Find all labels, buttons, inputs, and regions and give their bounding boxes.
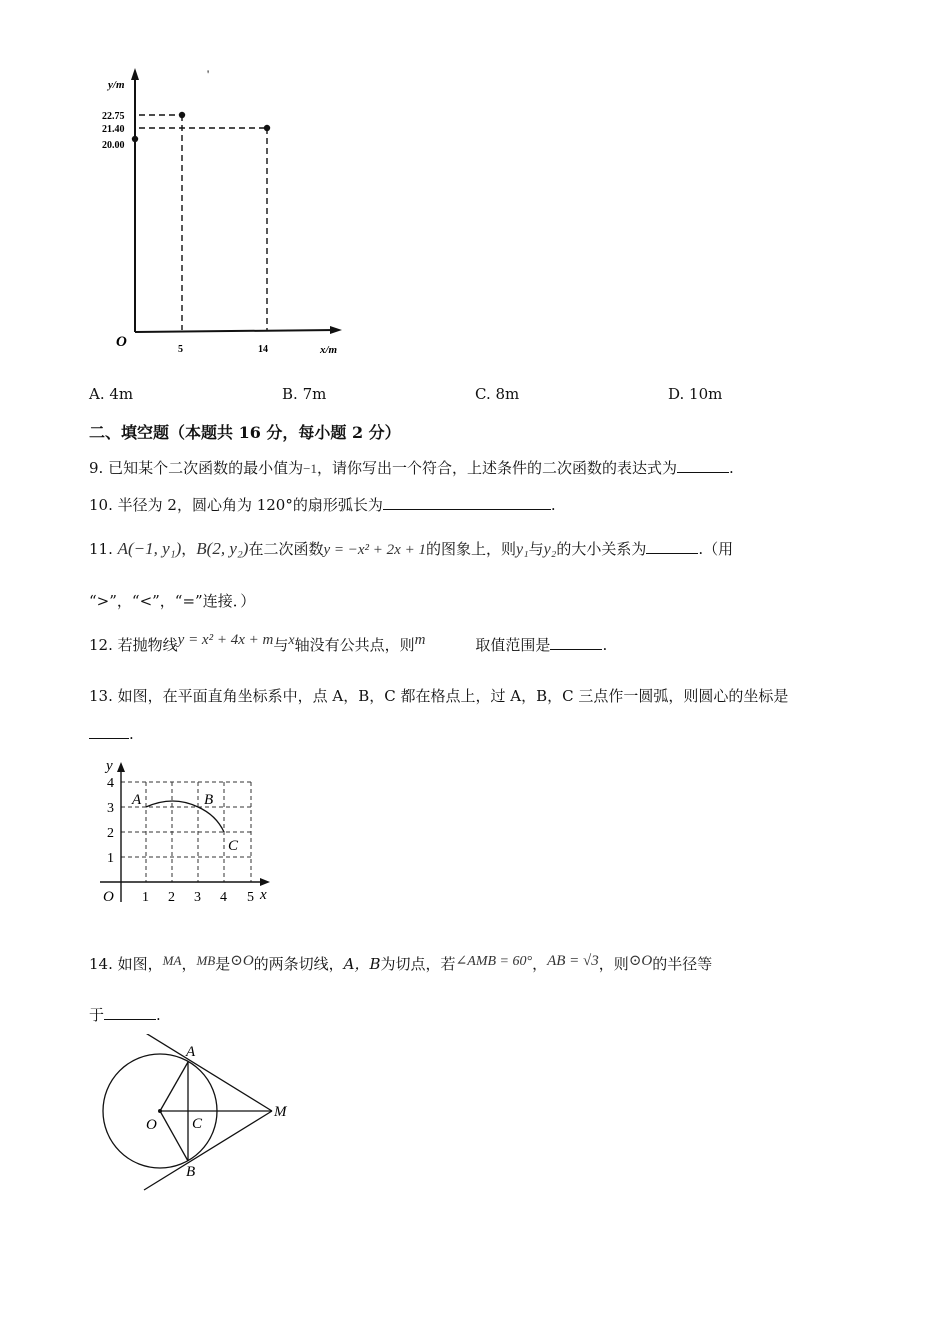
math-expression: A(−1, y₁) bbox=[117, 539, 182, 558]
x-tick-label: 3 bbox=[194, 890, 201, 905]
segment-ob bbox=[160, 1111, 188, 1161]
point-c-label: C bbox=[192, 1116, 203, 1132]
data-point bbox=[264, 125, 270, 131]
x-tick-label: 14 bbox=[258, 344, 268, 355]
x-tick-label: 1 bbox=[142, 890, 149, 905]
question-text: 已知某个二次函数的最小值为 bbox=[108, 459, 304, 477]
question-text: ， bbox=[181, 540, 197, 558]
data-point bbox=[132, 136, 138, 142]
x-tick-label: 5 bbox=[178, 344, 183, 355]
question-text: 的图象上，则 bbox=[425, 540, 516, 558]
math-expression: ∠AMB = 60° bbox=[455, 954, 533, 969]
question-10 bbox=[89, 494, 556, 515]
answer-blank[interactable] bbox=[104, 1005, 156, 1020]
y-axis-label: y bbox=[106, 758, 113, 774]
math-expression: −1 bbox=[303, 461, 317, 476]
tangent-line-mb bbox=[144, 1111, 272, 1190]
point-b-label: B bbox=[186, 1164, 196, 1180]
x-tick-label: 2 bbox=[168, 890, 175, 905]
question-text: 如图，在平面直角坐标系中，点 A，B，C 都在格点上，过 A，B，C 三点作一圆弧，则圆心的坐标是 bbox=[117, 687, 789, 705]
question-13-continued bbox=[89, 724, 134, 743]
option-text: 10m bbox=[689, 385, 723, 403]
question-text: 的大小关系为 bbox=[556, 540, 647, 558]
question-text: 是 bbox=[215, 955, 231, 973]
answer-blank[interactable] bbox=[383, 495, 551, 510]
y-axis-arrow bbox=[131, 68, 139, 80]
origin-label: O bbox=[103, 889, 114, 905]
math-expression: AB = √3 bbox=[547, 953, 599, 969]
center-point bbox=[158, 1109, 162, 1113]
y-tick-label: 1 bbox=[107, 851, 114, 866]
math-expression: ⊙O bbox=[230, 953, 254, 969]
question-text: 于 bbox=[89, 1006, 105, 1024]
question-text: 在二次函数 bbox=[248, 540, 324, 558]
question-text: 半径为 2，圆心角为 120°的扇形弧长为 bbox=[117, 496, 383, 514]
question-14-continued bbox=[89, 1004, 161, 1025]
question-text: 轴没有公共点，则 bbox=[294, 636, 415, 654]
x-axis-arrow bbox=[330, 326, 342, 334]
point-o-label: O bbox=[146, 1117, 157, 1133]
option-a[interactable] bbox=[89, 385, 133, 403]
option-letter: D. bbox=[668, 385, 685, 403]
question-11 bbox=[89, 538, 733, 559]
y-tick-label: 2 bbox=[107, 826, 114, 841]
math-expression: ⊙O bbox=[628, 953, 653, 969]
option-letter: C. bbox=[475, 385, 491, 403]
answer-blank[interactable] bbox=[550, 635, 602, 650]
answer-blank[interactable] bbox=[646, 539, 698, 554]
question-text: 与 bbox=[528, 540, 544, 558]
question-text: 的半径等 bbox=[652, 955, 713, 973]
stray-tick-mark: ' bbox=[207, 67, 210, 81]
option-c[interactable] bbox=[475, 385, 519, 403]
option-text: 4m bbox=[109, 385, 134, 403]
x-axis-label: x bbox=[260, 887, 267, 903]
question-text: A，B bbox=[343, 955, 381, 973]
x-axis-arrow bbox=[260, 878, 270, 886]
y-tick-label: 20.00 bbox=[102, 140, 125, 151]
x-tick-label: 5 bbox=[247, 890, 254, 905]
question-number: 13. bbox=[89, 687, 113, 705]
math-expression: MA bbox=[162, 953, 182, 968]
x-axis-label: x/m bbox=[320, 344, 338, 356]
question-number: 14. bbox=[89, 955, 113, 973]
y-axis-label: y/m bbox=[108, 79, 125, 91]
tangent-circle-figure bbox=[96, 1034, 306, 1194]
question-12 bbox=[89, 634, 607, 655]
math-expression: y₁ bbox=[515, 541, 529, 558]
math-expression: x bbox=[288, 633, 295, 648]
option-letter: B. bbox=[282, 385, 298, 403]
math-expression: m bbox=[414, 632, 426, 648]
question-text: .（用 bbox=[698, 540, 734, 558]
origin-label: O bbox=[116, 334, 127, 350]
data-point bbox=[179, 112, 185, 118]
question-text: 与 bbox=[273, 636, 289, 654]
distance-height-graph bbox=[96, 60, 366, 360]
question-text: . bbox=[550, 496, 556, 514]
question-9 bbox=[89, 457, 734, 478]
option-b[interactable] bbox=[282, 385, 326, 403]
question-number: 12. bbox=[89, 636, 113, 654]
y-tick-label: 3 bbox=[107, 801, 114, 816]
question-number: 10. bbox=[89, 496, 113, 514]
option-d[interactable] bbox=[668, 385, 722, 403]
option-text: 8m bbox=[495, 385, 520, 403]
question-text: . bbox=[602, 636, 608, 654]
question-text: 为切点，若 bbox=[380, 955, 456, 973]
grid-arc-figure bbox=[96, 752, 286, 910]
point-a-label: A bbox=[186, 1044, 196, 1060]
tangent-line-ma bbox=[144, 1034, 272, 1111]
answer-blank[interactable] bbox=[677, 458, 729, 473]
x-tick-label: 4 bbox=[220, 890, 227, 905]
segment-oa bbox=[160, 1062, 188, 1111]
point-c-label: C bbox=[228, 838, 239, 854]
question-text: 如图， bbox=[117, 955, 163, 973]
y-tick-label: 22.75 bbox=[102, 111, 125, 122]
question-text: 的两条切线， bbox=[253, 955, 344, 973]
math-expression: y = −x² + 2x + 1 bbox=[323, 542, 426, 558]
question-text: . bbox=[129, 725, 134, 743]
y-tick-label: 21.40 bbox=[102, 124, 125, 135]
question-text: ，则 bbox=[598, 955, 629, 973]
question-14 bbox=[89, 953, 712, 974]
section-heading: 二、填空题（本题共 16 分，每小题 2 分） bbox=[89, 423, 401, 442]
question-text: . bbox=[728, 459, 734, 477]
question-text: . bbox=[156, 1006, 161, 1024]
math-expression: B(2, y₂) bbox=[196, 539, 249, 558]
question-text: 若抛物线 bbox=[117, 636, 178, 654]
point-m-label: M bbox=[274, 1104, 287, 1120]
point-a-label: A bbox=[132, 792, 142, 808]
question-11-continued: “>”，“<”，“=”连接．） bbox=[89, 592, 256, 610]
question-number: 9. bbox=[89, 459, 104, 477]
y-axis-arrow bbox=[117, 762, 125, 772]
option-text: 7m bbox=[302, 385, 327, 403]
question-13 bbox=[89, 685, 788, 706]
x-axis bbox=[135, 330, 336, 332]
answer-blank[interactable] bbox=[89, 724, 129, 739]
question-text: ， bbox=[532, 955, 548, 973]
option-letter: A. bbox=[89, 385, 105, 403]
question-text: 取值范围是 bbox=[475, 636, 551, 654]
question-text: ， bbox=[181, 955, 197, 973]
y-tick-label: 4 bbox=[107, 776, 114, 791]
question-text: ，请你写出一个符合，上述条件的二次函数的表达式为 bbox=[316, 459, 677, 477]
question-number: 11. bbox=[89, 540, 113, 558]
math-expression: MB bbox=[196, 953, 216, 968]
math-expression: y = x² + 4x + m bbox=[177, 632, 274, 648]
point-b-label: B bbox=[204, 792, 214, 808]
math-expression: y₂ bbox=[543, 541, 557, 558]
